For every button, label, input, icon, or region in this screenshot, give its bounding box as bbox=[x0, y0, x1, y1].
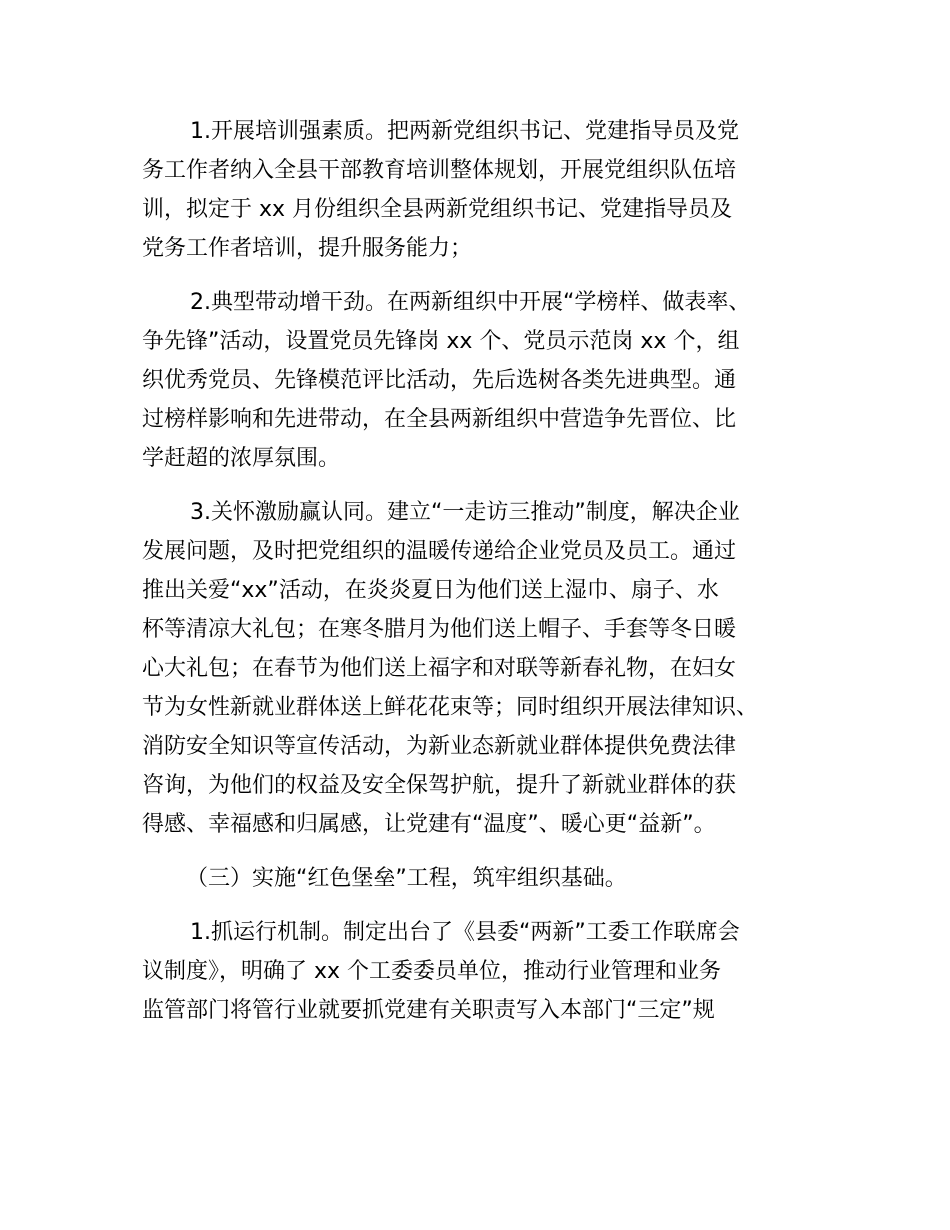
paragraph-training bbox=[142, 112, 814, 268]
text-line: 3.关怀激励赢认同。建立“一走访三推动”制度，解决企业 bbox=[190, 500, 740, 525]
text-line: 2.典型带动增干劲。在两新组织中开展“学榜样、做表率、 bbox=[190, 290, 751, 315]
text-line: 咨询，为他们的权益及安全保驾护航，提升了新就业群体的获 bbox=[142, 773, 737, 798]
text-line: 党务工作者培训，提升服务能力； bbox=[142, 236, 473, 261]
text-line: 过榜样影响和先进带动，在全县两新组织中营造争先晋位、比 bbox=[142, 407, 737, 432]
text-line: 发展问题，及时把党组织的温暖传递给企业党员及员工。通过 bbox=[142, 539, 737, 564]
text-line: 推出关爱“xx”活动，在炎炎夏日为他们送上湿巾、扇子、水 bbox=[142, 578, 719, 603]
text-line: 议制度》，明确了 xx 个工委委员单位，推动行业管理和业务 bbox=[142, 959, 722, 984]
text-line: 织优秀党员、先锋模范评比活动，先后选树各类先进典型。通 bbox=[142, 368, 737, 393]
text-line: 争先锋”活动，设置党员先锋岗 xx 个、党员示范岗 xx 个，组 bbox=[142, 329, 740, 354]
text-line: 得感、幸福感和归属感，让党建有“温度”、暖心更“益新”。 bbox=[142, 812, 716, 837]
paragraph-care bbox=[142, 493, 814, 844]
text-line: 监管部门将管行业就要抓党建有关职责写入本部门“三定”规 bbox=[142, 998, 715, 1023]
text-line: 消防安全知识等宣传活动，为新业态新就业群体提供免费法律 bbox=[142, 734, 737, 759]
text-line: 心大礼包；在春节为他们送上福字和对联等新春礼物，在妇女 bbox=[142, 656, 737, 681]
document-body bbox=[142, 112, 814, 1030]
text-line: 杯等清凉大礼包；在寒冬腊月为他们送上帽子、手套等冬日暖 bbox=[142, 617, 737, 642]
paragraph-model bbox=[142, 283, 814, 478]
section-heading bbox=[142, 859, 814, 898]
paragraph-mechanism bbox=[142, 913, 814, 1030]
text-line: 1.开展培训强素质。把两新党组织书记、党建指导员及党 bbox=[190, 119, 739, 144]
text-line: 务工作者纳入全县干部教育培训整体规划，开展党组织队伍培 bbox=[142, 158, 737, 183]
text-line: 节为女性新就业群体送上鲜花花束等；同时组织开展法律知识、 bbox=[142, 695, 759, 720]
text-line: 1.抓运行机制。制定出台了《县委“两新”工委工作联席会 bbox=[190, 920, 740, 945]
text-line: 训，拟定于 xx 月份组织全县两新党组织书记、党建指导员及 bbox=[142, 197, 733, 222]
text-line: 学赶超的浓厚氛围。 bbox=[142, 446, 341, 471]
section-title: （三）实施“红色堡垒”工程，筑牢组织基础。 bbox=[186, 866, 627, 891]
